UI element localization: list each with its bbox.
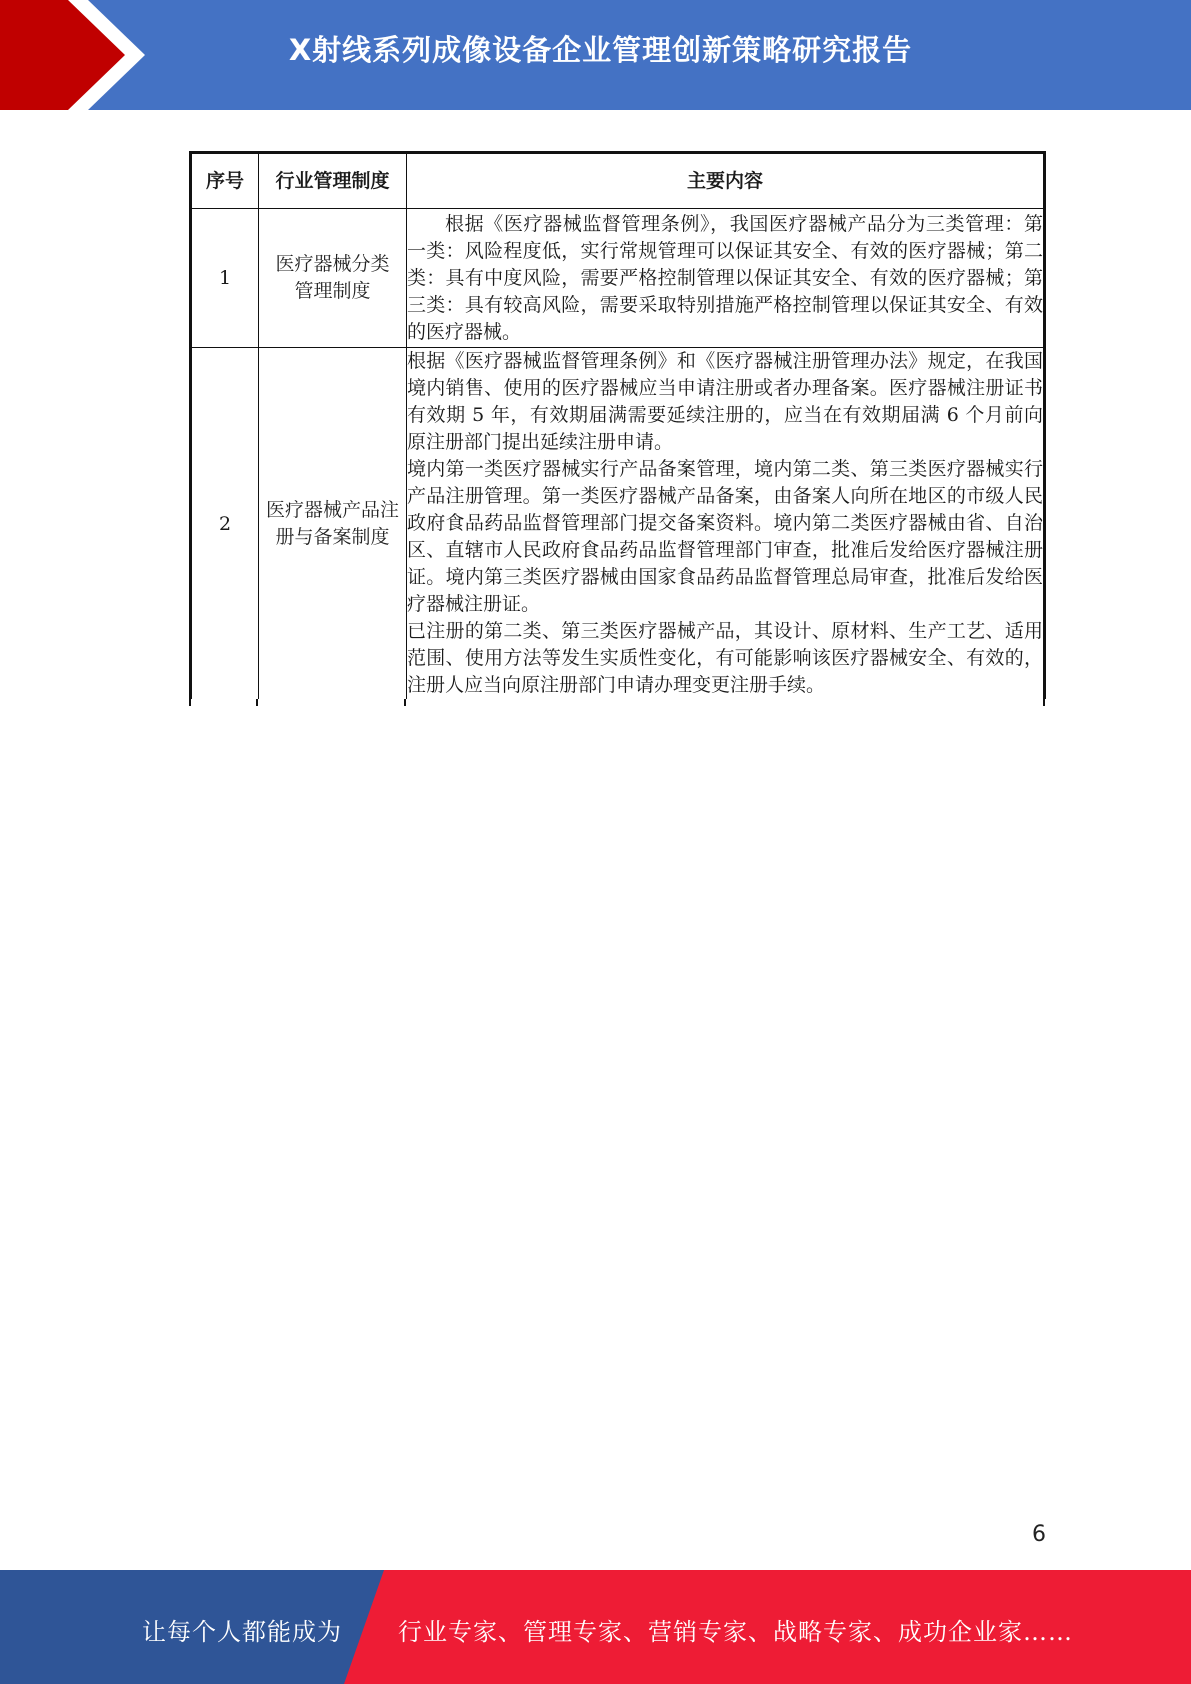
row-content [407, 348, 1045, 700]
footer-banner [0, 1570, 1191, 1684]
regulation-table [189, 151, 1046, 706]
table-continuation-lines [189, 699, 1046, 706]
row-index: 2 [191, 348, 259, 700]
row-index: 1 [191, 209, 259, 348]
table-header-row [191, 153, 1045, 209]
column-header-content: 主要内容 [407, 153, 1045, 209]
row-system-name: 医疗器械产品注册与备案制度 [259, 348, 407, 700]
row-content [407, 209, 1045, 348]
table-row [191, 209, 1045, 348]
report-title: X射线系列成像设备企业管理创新策略研究报告 [288, 33, 913, 67]
content-paragraph: 根据《医疗器械监督管理条例》和《医疗器械注册管理办法》规定，在我国境内销售、使用的医疗器械应当申请注册或者办理备案。医疗器械注册证书有效期 5 年，有效期届满需要延续注册的，应当在有效期届满 6 个月前向原注册部门提出延续注册申请。 [407, 350, 1043, 453]
table-row [191, 348, 1045, 700]
content-paragraph: 已注册的第二类、第三类医疗器械产品，其设计、原材料、生产工艺、适用范围、使用方法等发生实质性变化，有可能影响该医疗器械安全、有效的，注册人应当向原注册部门申请办理变更注册手续。 [407, 620, 1043, 696]
footer-slogan-left: 让每个人都能成为 [142, 1618, 342, 1646]
header-banner [0, 0, 1191, 110]
column-header-index: 序号 [191, 153, 259, 209]
row-system-name: 医疗器械分类管理制度 [259, 209, 407, 348]
page-number: 6 [1032, 1522, 1046, 1547]
footer-slogan-right: 行业专家、管理专家、营销专家、战略专家、成功企业家…… [398, 1618, 1073, 1646]
content-paragraph: 境内第一类医疗器械实行产品备案管理，境内第二类、第三类医疗器械实行产品注册管理。第一类医疗器械产品备案，由备案人向所在地区的市级人民政府食品药品监督管理部门提交备案资料。境内第二类医疗器械由省、自治区、直辖市人民政府食品药品监督管理部门审查，批准后发给医疗器械注册证。境内第三类医疗器械由国家食品药品监督管理总局审查，批准后发给医疗器械注册证。 [407, 458, 1043, 615]
column-header-system: 行业管理制度 [259, 153, 407, 209]
content-paragraph: 根据《医疗器械监督管理条例》，我国医疗器械产品分为三类管理：第一类：风险程度低，实行常规管理可以保证其安全、有效的医疗器械；第二类：具有中度风险，需要严格控制管理以保证其安全、有效的医疗器械；第三类：具有较高风险，需要采取特别措施严格控制管理以保证其安全、有效的医疗器械。 [407, 212, 1043, 343]
